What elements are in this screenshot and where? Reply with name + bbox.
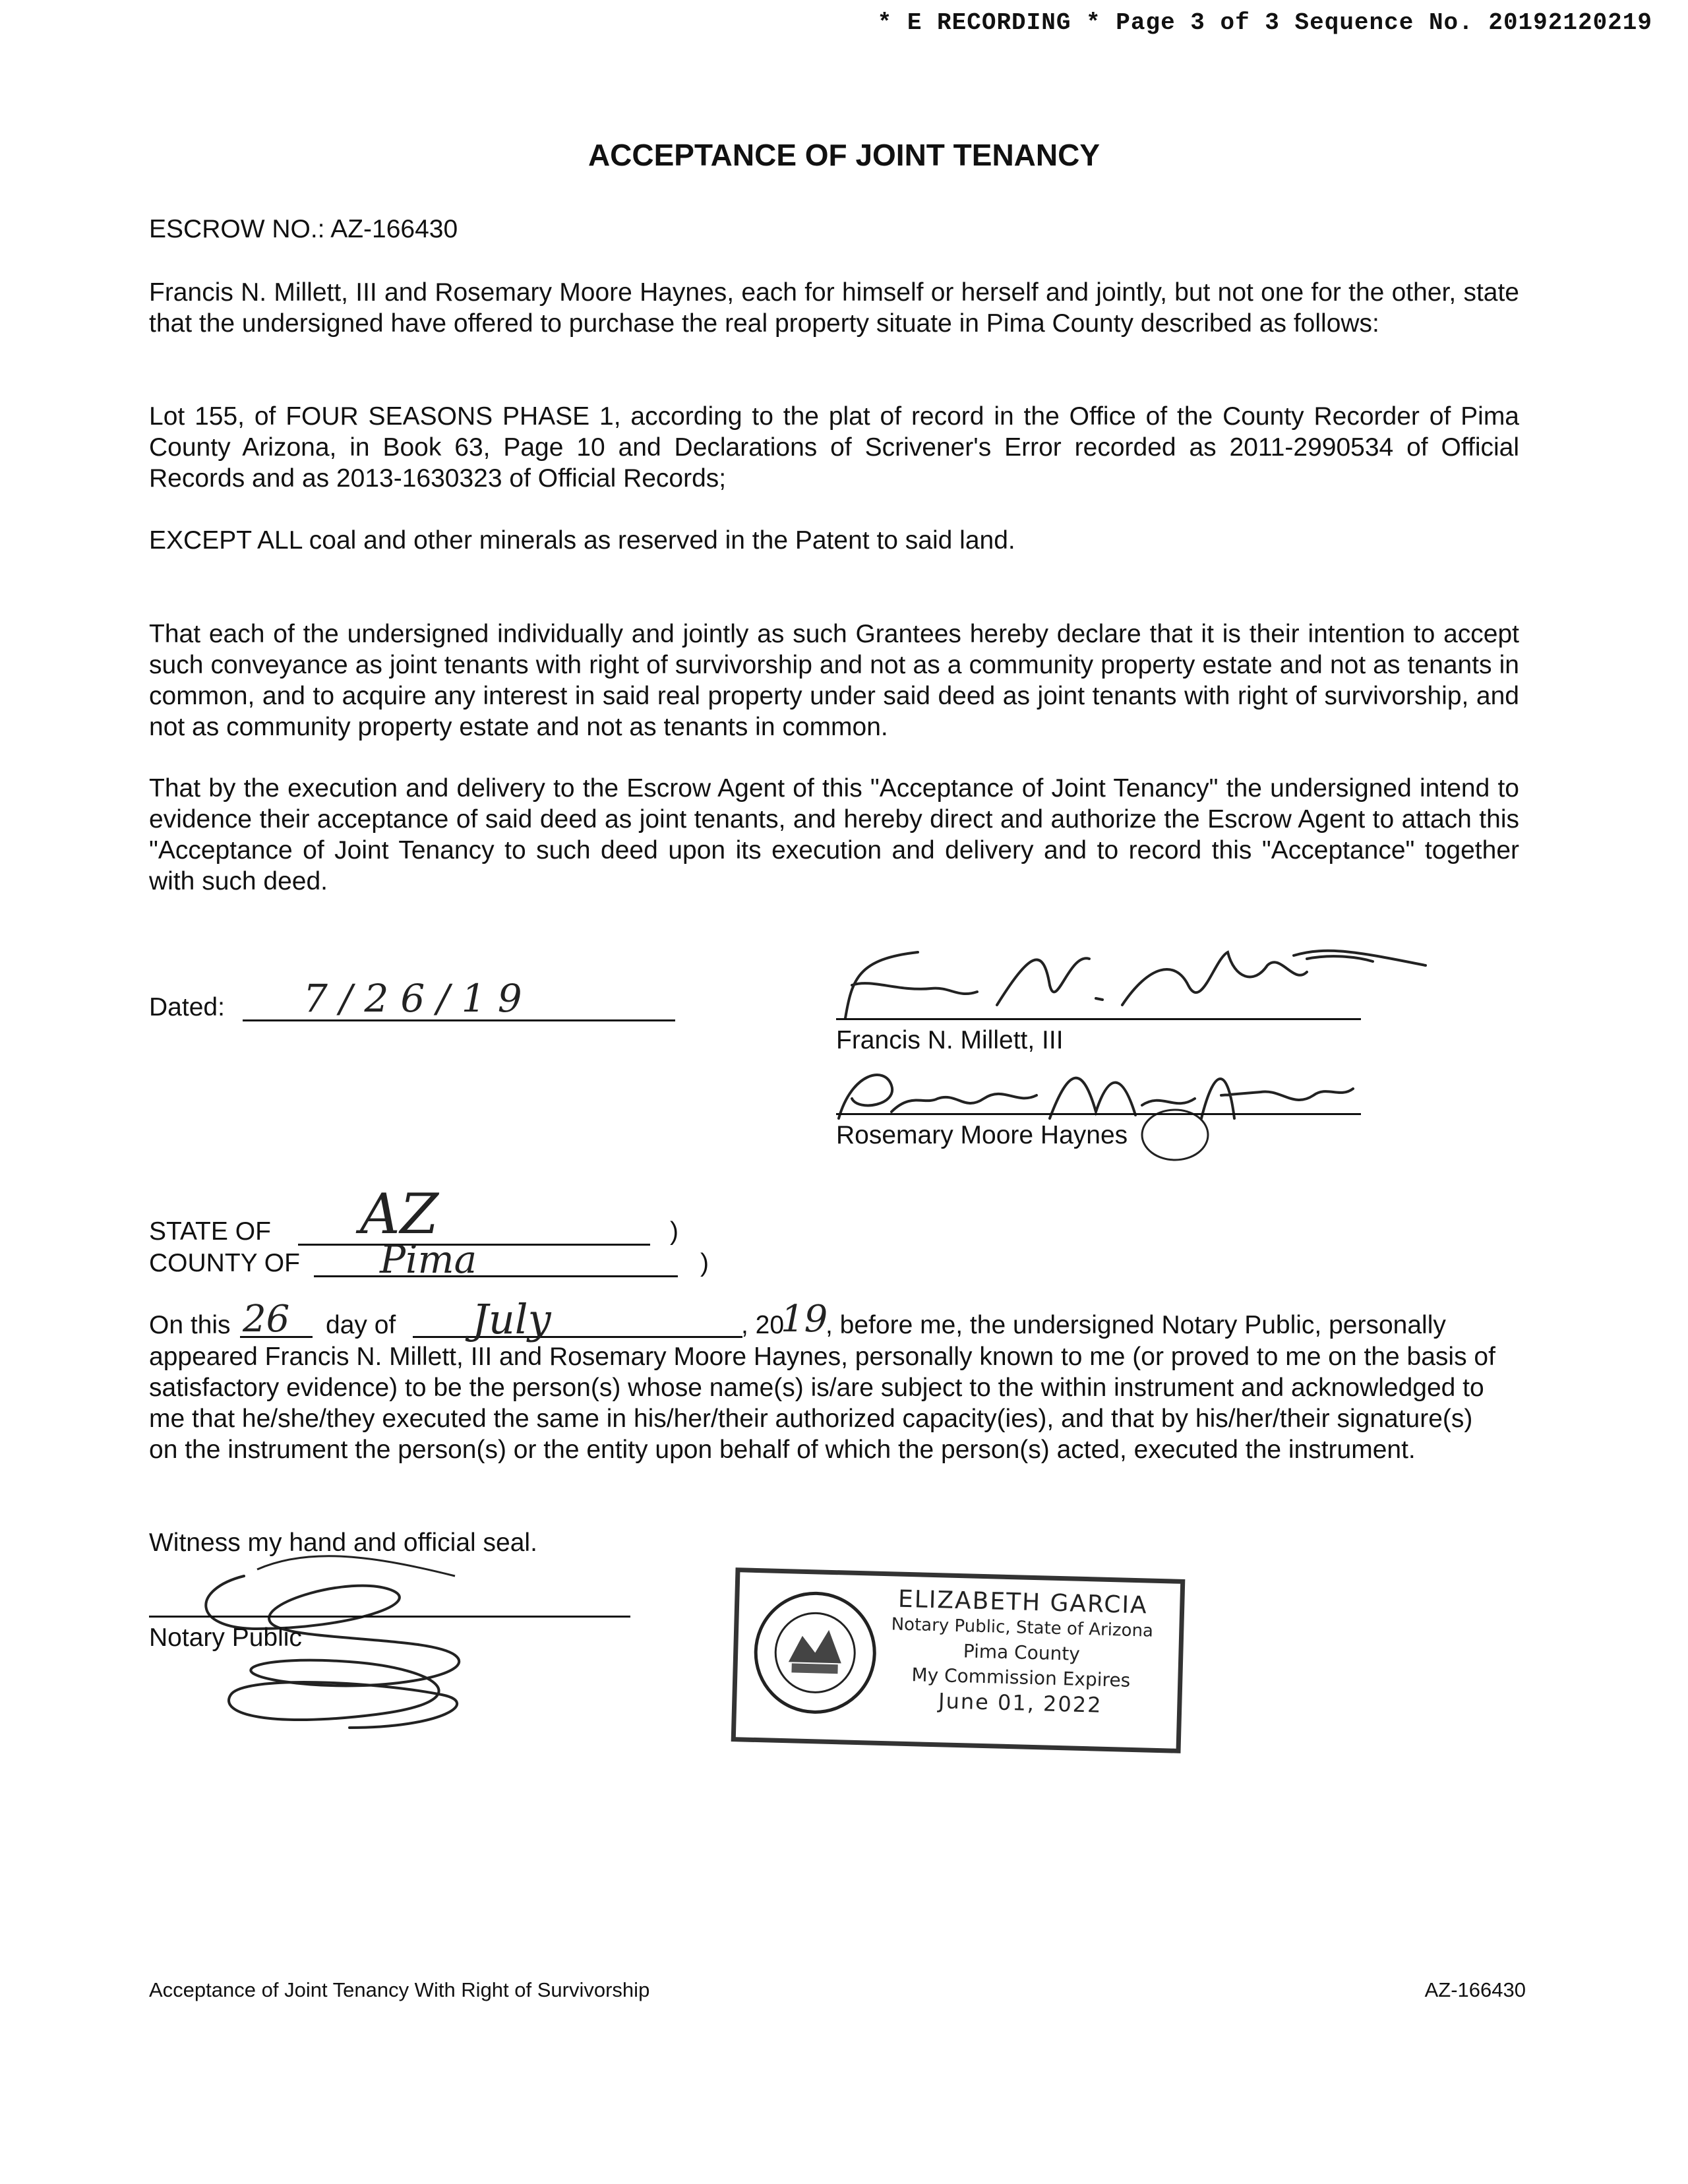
signer-name-rosemary: Rosemary Moore Haynes xyxy=(836,1121,1128,1149)
stamp-text-block xyxy=(868,1587,1175,1720)
intro-paragraph: Francis N. Millett, III and Rosemary Moore Haynes, each for himself or herself and jointly, but not one for the other, state that the undersigned have offered to purchase the real property situate in Pima County described as follows: xyxy=(149,278,1519,338)
escrow-label: ESCROW NO.: xyxy=(149,215,325,243)
notary-stamp xyxy=(731,1567,1186,1753)
arizona-seal-icon xyxy=(751,1589,880,1717)
stamp-line4: June 01, 2022 xyxy=(938,1688,1102,1718)
stamp-line2: Pima County xyxy=(963,1640,1081,1665)
footer-right: AZ-166430 xyxy=(1424,1978,1526,2001)
stamp-line3: My Commission Expires xyxy=(911,1664,1131,1691)
legal-description-paragraph: Lot 155, of FOUR SEASONS PHASE 1, according to the plat of record in the Office of the County Recorder of Pima County Arizona, in Book 63, Page 10 and Declarations of Scrivener's Error recorded as 2011-2990534 of Official Records and as 2013-1630323 of Official Records; xyxy=(149,402,1519,493)
ack-lead: , before me, the undersigned Notary Public, personally xyxy=(826,1311,1446,1339)
ack-on-this: On this xyxy=(149,1311,231,1339)
dated-label: Dated: xyxy=(149,993,225,1021)
ack-year-handwritten: 19 xyxy=(781,1298,828,1341)
county-line xyxy=(314,1275,678,1277)
signature-francis xyxy=(832,939,1426,1031)
county-label: COUNTY OF xyxy=(149,1249,300,1277)
signature-line-rosemary xyxy=(836,1113,1361,1115)
dated-handwritten: 7/26/19 xyxy=(303,976,534,1021)
stamp-name: ELIZABETH GARCIA xyxy=(897,1585,1149,1620)
ack-month-handwritten: July xyxy=(472,1295,551,1343)
state-handwritten: AZ xyxy=(360,1182,439,1246)
ack-year-prefix: , 20 xyxy=(741,1311,785,1339)
authorization-paragraph: That by the execution and delivery to the Escrow Agent of this "Acceptance of Joint Tenancy" the undersigned intend to evidence their acceptance of said deed as joint tenants, and hereby direct and authorize the Escrow Agent to attach this "Acceptance of Joint Tenancy to such deed upon its execution and delivery and to record this "Acceptance" together with such deed. xyxy=(149,774,1519,895)
notary-signature-line xyxy=(149,1616,630,1618)
arizona-seal xyxy=(751,1589,880,1717)
escrow-number-line xyxy=(149,215,458,244)
stamp-line1: Notary Public, State of Arizona xyxy=(891,1614,1154,1641)
acknowledgement-paragraph: appeared Francis N. Millett, III and Rosemary Moore Haynes, personally known to me (or proved to me on the basis of satisfactory evidence) to be the person(s) whose name(s) is/are subject to the within instrument and acknowledged to me that he/she/they executed the same in his/her/their authorized capacity(ies), and that by his/her/their signature(s) on the instrument the person(s) or the entity upon behalf of which the person(s) acted, executed the instrument. xyxy=(149,1343,1495,1464)
recording-header: * E RECORDING * Page 3 of 3 Sequence No. 20192120219 xyxy=(877,9,1652,36)
document-title: ACCEPTANCE OF JOINT TENANCY xyxy=(588,138,1100,172)
ack-day-handwritten: 26 xyxy=(243,1298,290,1341)
ack-month-line xyxy=(413,1336,742,1338)
declaration-paragraph: That each of the undersigned individually and jointly as such Grantees hereby declare that it is their intention to accept such conveyance as joint tenants with right of survivorship and not as a community property estate and not as tenants in common, and to acquire any interest in said real property under said deed as joint tenants with right of survivorship, and not as community property estate and not as tenants in common. xyxy=(149,620,1519,741)
footer-left: Acceptance of Joint Tenancy With Right of Survivorship xyxy=(149,1978,650,2001)
signer-name-francis: Francis N. Millett, III xyxy=(836,1026,1064,1054)
signature-line-francis xyxy=(836,1018,1361,1020)
exception-paragraph: EXCEPT ALL coal and other minerals as reserved in the Patent to said land. xyxy=(149,526,1015,555)
notary-public-label: Notary Public xyxy=(149,1623,302,1652)
ack-day-of: day of xyxy=(326,1311,396,1339)
signature-francis-drawing xyxy=(832,939,1426,1031)
escrow-number: AZ-166430 xyxy=(330,215,458,243)
county-handwritten: Pima xyxy=(380,1237,477,1282)
state-paren: ) xyxy=(670,1217,678,1246)
state-label: STATE OF xyxy=(149,1217,271,1246)
county-paren: ) xyxy=(700,1249,709,1277)
witness-line: Witness my hand and official seal. xyxy=(149,1529,537,1557)
